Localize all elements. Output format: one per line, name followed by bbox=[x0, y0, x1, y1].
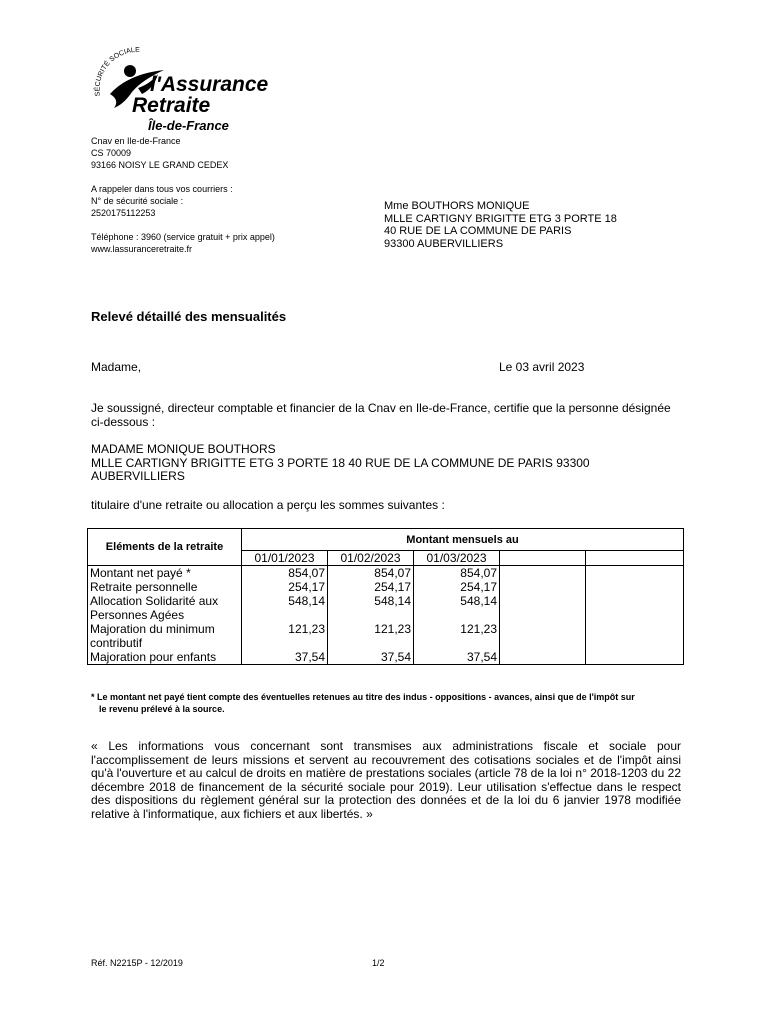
row-value bbox=[500, 566, 586, 581]
footer-reference: Réf. N2215P - 12/2019 bbox=[91, 958, 183, 968]
row-label: Majoration pour enfants bbox=[88, 650, 242, 665]
recipient-line: MLLE CARTIGNY BRIGITTE ETG 3 PORTE 18 bbox=[384, 212, 617, 225]
row-value: 121,23 bbox=[328, 622, 414, 650]
ssn-label: N° de sécurité sociale : bbox=[91, 196, 184, 206]
website-link[interactable]: www.lassuranceretraite.fr bbox=[91, 244, 193, 254]
row-value bbox=[500, 622, 586, 650]
row-value: 254,17 bbox=[242, 580, 328, 594]
logo-line3: Île-de-France bbox=[148, 118, 229, 133]
sender-line: Cnav en Ile-de-France bbox=[91, 136, 181, 146]
holder-text: titulaire d'une retraite ou allocation a perçu les sommes suivantes : bbox=[91, 498, 445, 512]
document-title: Relevé détaillé des mensualités bbox=[91, 309, 287, 324]
row-label: Retraite personnelle bbox=[88, 580, 242, 594]
date-cell bbox=[586, 551, 684, 566]
phone-info: Téléphone : 3960 (service gratuit + prix appel) bbox=[91, 232, 275, 242]
col-header-amounts: Montant mensuels au bbox=[242, 529, 684, 551]
row-label: Majoration du minimum contributif bbox=[88, 622, 242, 650]
table-row bbox=[88, 594, 684, 622]
row-value bbox=[500, 650, 586, 665]
logo-arc-text-path: SÉCURITÉ SOCIALE bbox=[94, 46, 140, 97]
sender-line: 93166 NOISY LE GRAND CEDEX bbox=[91, 160, 229, 170]
date-cell: 01/01/2023 bbox=[242, 551, 328, 566]
logo-line1: l'Assurance bbox=[150, 73, 269, 96]
row-value: 548,14 bbox=[328, 594, 414, 622]
recipient-address bbox=[384, 200, 617, 250]
col-header-elements: Eléments de la retraite bbox=[88, 529, 242, 566]
legal-notice: « Les informations vous concernant sont transmises aux administrations fiscale et sociale pour l'accomplissement de leurs missions et servent au recouvrement des cotisations sociales et de l'impôt ainsi qu'à l'ouverture et au calcul de droits en matière de prestations sociales (article 78 de la loi n° 2018-1203 du 22 décembre 2018 de financement de la sécurité sociale pour 2019). Leur utilisation s'effectue dans le respect des dispositions du règlement général sur la protection des données et de la loi du 6 janvier 1978 modifiée relative à l'informatique, aux fichiers et aux libertés. » bbox=[91, 739, 681, 821]
payments-table bbox=[87, 528, 684, 665]
recipient-line: Mme BOUTHORS MONIQUE bbox=[384, 200, 530, 212]
row-value: 121,23 bbox=[242, 622, 328, 650]
logo-figure-head-icon bbox=[124, 65, 136, 77]
table-header-row bbox=[88, 529, 684, 551]
row-value: 121,23 bbox=[414, 622, 500, 650]
row-value: 254,17 bbox=[328, 580, 414, 594]
row-value: 254,17 bbox=[414, 580, 500, 594]
row-value: 548,14 bbox=[242, 594, 328, 622]
table-row bbox=[88, 566, 684, 581]
intro-paragraph: Je soussigné, directeur comptable et financier de la Cnav en Ile-de-France, certifie que la personne désignée ci-dessous : bbox=[91, 401, 671, 429]
table-row bbox=[88, 622, 684, 650]
footnote-line: * Le montant net payé tient compte des éventuelles retenues au titre des indus - oppositions - avances, ainsi que de l'impôt sur bbox=[91, 692, 635, 702]
row-value: 37,54 bbox=[242, 650, 328, 665]
row-value: 854,07 bbox=[242, 566, 328, 581]
assurance-retraite-logo bbox=[92, 44, 352, 134]
beneficiary-name: MADAME MONIQUE BOUTHORS bbox=[91, 442, 276, 456]
row-value: 37,54 bbox=[414, 650, 500, 665]
logo-line2: Retraite bbox=[132, 94, 211, 117]
salutation: Madame, bbox=[91, 360, 142, 374]
footnote bbox=[91, 691, 681, 715]
row-value bbox=[586, 650, 684, 665]
row-value bbox=[586, 622, 684, 650]
row-value bbox=[586, 580, 684, 594]
table-row bbox=[88, 650, 684, 665]
row-value: 854,07 bbox=[414, 566, 500, 581]
row-value bbox=[500, 580, 586, 594]
date-cell: 01/02/2023 bbox=[328, 551, 414, 566]
logo-graphic bbox=[92, 44, 352, 134]
table-row bbox=[88, 580, 684, 594]
row-value bbox=[586, 594, 684, 622]
row-label: Allocation Solidarité aux Personnes Agées bbox=[88, 594, 242, 622]
row-value: 548,14 bbox=[414, 594, 500, 622]
row-value bbox=[500, 594, 586, 622]
sender-block bbox=[91, 135, 275, 255]
ssn-value: 2520175112253 bbox=[91, 208, 156, 218]
row-label: Montant net payé * bbox=[88, 566, 242, 581]
date-cell bbox=[500, 551, 586, 566]
row-value: 37,54 bbox=[328, 650, 414, 665]
row-value bbox=[586, 566, 684, 581]
row-value: 854,07 bbox=[328, 566, 414, 581]
date-cell: 01/03/2023 bbox=[414, 551, 500, 566]
reminder-label: A rappeler dans tous vos courriers : bbox=[91, 184, 233, 194]
beneficiary-address: MLLE CARTIGNY BRIGITTE ETG 3 PORTE 18 40 RUE DE LA COMMUNE DE PARIS 93300 AUBERVILLIERS bbox=[91, 455, 590, 483]
footnote-line: le revenu prélevé à la source. bbox=[99, 704, 225, 714]
sender-line: CS 70009 bbox=[91, 148, 132, 158]
recipient-line: 93300 AUBERVILLIERS bbox=[384, 237, 504, 250]
letter-date: Le 03 avril 2023 bbox=[499, 360, 585, 374]
page-number: 1/2 bbox=[372, 958, 385, 968]
beneficiary-block bbox=[91, 443, 681, 484]
recipient-line: 40 RUE DE LA COMMUNE DE PARIS bbox=[384, 225, 572, 237]
